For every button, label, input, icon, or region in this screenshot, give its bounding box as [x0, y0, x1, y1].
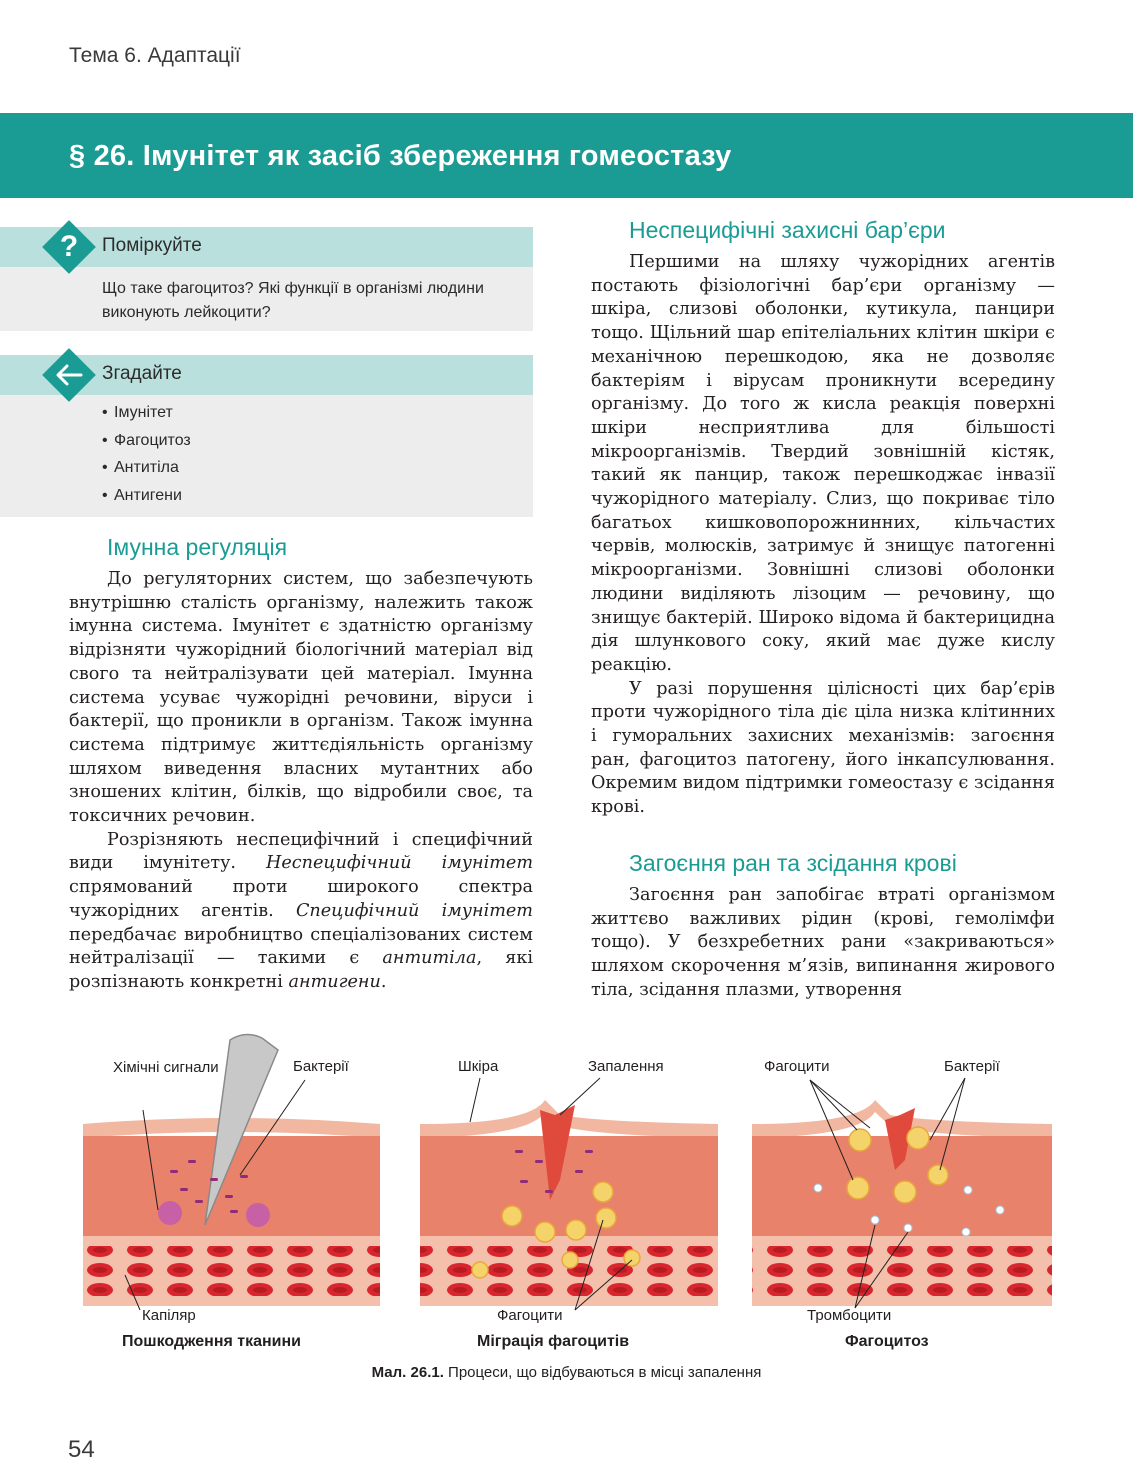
term-antibodies: антитіла	[382, 948, 477, 969]
label-inflammation: Запалення	[588, 1058, 664, 1075]
heading-immune-regulation: Імунна регуляція	[107, 534, 288, 560]
label-bacteria-1: Бактерії	[293, 1058, 349, 1075]
panel-phagocytosis	[752, 1078, 1052, 1308]
think-box-text: Що таке фагоцитоз? Які функції в організмі людини виконують лейкоцити?	[102, 280, 484, 321]
red-blood-cells	[83, 1246, 380, 1296]
right-column-text-2	[591, 884, 1055, 1003]
think-box-label: Поміркуйте	[102, 235, 202, 256]
recall-item: • Антигени	[102, 482, 493, 510]
left-column-text	[69, 568, 533, 995]
heading-nonspecific-barriers: Неспецифічні захисні бар’єри	[629, 217, 946, 243]
recall-box-label: Згадайте	[102, 363, 182, 384]
term-antigens: антигени	[288, 971, 381, 992]
topic-header: Тема 6. Адаптації	[69, 44, 241, 67]
term-specific: Специфічний імунітет	[295, 900, 533, 921]
think-box-header	[0, 227, 533, 267]
label-capillary: Капіляр	[142, 1307, 196, 1324]
tissue-layer	[420, 1136, 718, 1236]
label-bacteria-2: Бактерії	[944, 1058, 1000, 1075]
section-banner	[0, 113, 1133, 198]
term-nonspecific: Неспецифічний імунітет	[266, 853, 533, 874]
caption-text: Процеси, що відбуваються в місці запалення	[443, 1364, 762, 1381]
panel-phagocyte-migration	[420, 1078, 718, 1310]
damaged-cell	[158, 1201, 182, 1225]
heading-wound-healing: Загоєння ран та зсідання крові	[629, 850, 957, 876]
panel-title-2: Міграція фагоцитів	[477, 1333, 630, 1350]
recall-item: • Антитіла	[102, 454, 493, 482]
recall-box	[0, 355, 533, 517]
red-blood-cells	[752, 1246, 1052, 1296]
arrow-left-icon	[53, 361, 85, 389]
caption-number: Мал. 26.1.	[371, 1364, 444, 1381]
barriers-paragraph-1: Першими на шляху чужорідних агентів постають фізіологічні бар’єри організму — шкіра, слизові оболонки, кутикула, панцири тощо. Щільний шар епітеліальних клітин шкіри є механічною перешкодою, яка не дозволяє бактеріям і вірусам проникнути всередину організму. До того ж кисла реакція поверхні шкіри несприятлива для більшості мікроорганізмів. Твердий зовнішній кістяк, такий як панцир, також перешкоджає інвазії чужорідного матеріалу. Слиз, що покриває тіло багатьох кишковопорожнинних, кільчастих червів, молюсків, затримує й знищує патогенні мікроорганізми. Зовнішні слизові оболонки людини виділяють лізоцим — речовину, що знищує бактерій. Широко відома й бактерицидна дія шлункового соку, який має дуже кислу реакцію.	[591, 252, 1055, 675]
question-icon: ?	[59, 230, 79, 263]
figure-caption	[0, 1364, 1133, 1381]
label-skin: Шкіра	[458, 1058, 499, 1075]
recall-item: • Імунітет	[102, 399, 493, 427]
label-platelets: Тромбоцити	[807, 1307, 892, 1324]
section-title: § 26. Імунітет як засіб збереження гомеостазу	[69, 140, 732, 172]
recall-item: • Фагоцитоз	[102, 427, 493, 455]
panel-title-1: Пошкодження тканини	[122, 1333, 302, 1350]
barriers-paragraph-2: У разі порушення цілісності цих бар’єрів проти чужорідного тіла діє ціла низка клітинних і гуморальних захисних механізмів: загоєння ран, фагоцитоз патогену, його інкапсулювання. Окремим видом підтримки гомеостазу є зсідання крові.	[591, 678, 1055, 818]
recall-list	[102, 399, 493, 510]
label-chemical-signals: Хімічні сигнали	[113, 1059, 219, 1076]
label-phagocytes-1: Фагоцити	[497, 1307, 563, 1324]
think-box	[0, 227, 533, 331]
right-column-text-1	[591, 251, 1055, 820]
immune-paragraph-2: Розрізняють неспецифічний і специфічний види імунітету. Неспецифічний імунітет спрямований проти широкого спектра чужорідних агентів. Специфічний імунітет передбачає виробництво спеціалізованих систем нейтралізації — такими є антитіла, які розпізнають конкретні антигени.	[69, 829, 533, 992]
panel-title-3: Фагоцитоз	[845, 1333, 929, 1350]
wound-paragraph-1: Загоєння ран запобігає втраті організмом життєво важливих рідин (крові, гемолімфи тощо). У безхребетних рани «закриваються» шляхом скорочення м’язів, випинання жирового тіла, зсідання плазми, утворення	[591, 885, 1055, 1000]
page-number: 54	[68, 1436, 95, 1463]
damaged-cell	[246, 1203, 270, 1227]
recall-box-header	[0, 355, 533, 395]
immune-paragraph-1: До регуляторних систем, що забезпечують внутрішню сталість організму, належить також імунна система. Імунітет є здатністю організму відрізняти чужорідний біологічний матеріал від свого та нейтралізувати цей матеріал. Імунна система усуває чужорідні речовини, віруси і бактерії, що проникли в організм. Також імунна система підтримує життєдіяльність організму шляхом виведення власних мутантних або зношених клітин, білків, що відробили своє, та токсичних речовин.	[69, 569, 533, 827]
label-phagocytes-2: Фагоцити	[764, 1058, 830, 1075]
recall-box-body	[0, 395, 533, 510]
